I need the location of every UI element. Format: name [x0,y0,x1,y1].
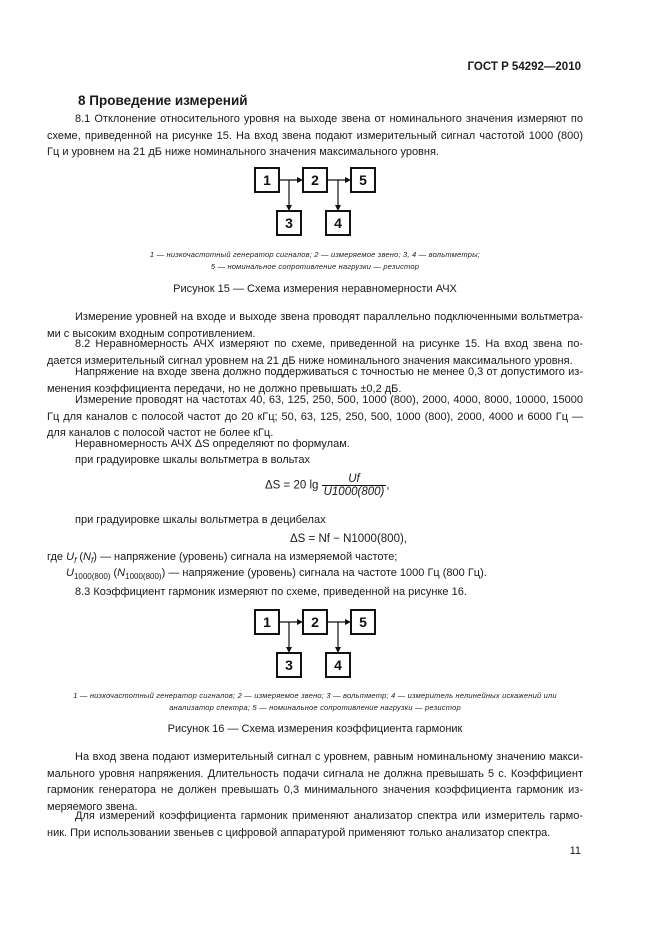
where-prefix: где [47,551,64,563]
paragraph-frequencies: Измерение проводят на частотах 40, 63, 125, 250, 500, 1000 (800), 2000, 4000, 8000, 10000, 15000 Гц для каналов с полосой частот до 20 кГц; 50, 63, 125, 250, 500, 1000 (800), 2000, 4000 и 6000 Гц — для каналов с полосой частот не более кГц. [47,394,583,440]
paragraph-db: при градуировке шкалы вольтметра в децибелах [75,514,326,526]
fig16-block-5-label: 5 [359,614,367,630]
block-5-label: 5 [359,172,367,188]
block-4-label: 4 [334,215,342,231]
formula-2: ΔS = Nf − N1000(800), [290,533,407,545]
where-line-2-text: — напряжение (уровень) сигнала на частоте 1000 Гц (800 Гц). [168,567,487,579]
paragraph-8-3: 8.3 Коэффициент гармоник измеряют по схеме, приведенной на рисунке 16. [75,586,467,598]
block-3-label: 3 [285,215,293,231]
block-1-label: 1 [263,172,271,188]
paragraph-voltage: Напряжение на входе звена должно поддерживаться с точностью не менее 0,3 от допустимого изменения коэффициента передачи, но не должно превышать ±0,2 дБ. [47,366,583,395]
paragraph-nonuniformity: Неравномерность АЧХ ΔS определяют по формулам. [75,438,350,450]
figure-16-legend [40,690,590,714]
paragraph-8-1: 8.1 Отклонение относительного уровня на выходе звена от номинального значения измеряют по схеме, приведенной на рисунке 15. На вход звена подают измерительный сигнал частотой 1000 (800) Гц и уровнем на 21 дБ ниже номинального значения максимального уровня. [47,113,583,159]
fig16-block-1-label: 1 [263,614,271,630]
formula-1-lhs: ΔS = 20 lg [265,479,319,492]
where-line-2: $U_{1000(800)}$ $(N_{1000(800)})$ — напряжение (уровень) сигнала на частоте 1000 Гц (800 Гц). [66,567,487,582]
paragraph-analyzer: Для измерений коэффициента гармоник применяют анализатор спектра или измеритель гармоник. При использовании звеньев с цифровой аппаратурой применяют только анализатор спектра. [47,810,583,839]
formula-1-tail: , [386,479,390,492]
page-number: 11 [569,845,581,857]
paragraph-input-signal: На вход звена подают измерительный сигнал с уровнем, равным номинальному значению максимального уровня напряжения. Длительность подачи сигнала не должна превышать 5 с. Коэффициент гармоник генератора не должен превышать 0,3 минимального значения коэффициента гармоник измеряемого звена. [47,751,583,813]
fig16-block-2-label: 2 [311,614,319,630]
where-line-1-text: — напряжение (уровень) сигнала на измеряемой частоте; [99,551,398,563]
figure-16-legend-line2: анализатор спектра; 5 — номинальное сопротивление нагрузки — резистор [169,703,461,712]
paragraph-8-2: 8.2 Неравномерность АЧХ измеряют по схеме, приведенной на рисунке 15. На вход звена подается измерительный сигнал уровнем на 21 дБ ниже номинального значения максимального уровня. [47,338,583,367]
fig16-block-3-label: 3 [285,657,293,673]
block-2-label: 2 [311,172,319,188]
document-code: ГОСТ Р 54292—2010 [467,61,581,73]
where-line-1: где $U_f$ $(N_f)$ — напряжение (уровень) сигнала на измеряемой частоте; [47,551,398,566]
figure-16-caption: Рисунок 16 — Схема измерения коэффициента гармоник [167,723,463,735]
figure-15-legend-line1: 1 — низкочастотный генератор сигналов; 2 — измеряемое звено; 3, 4 — вольтметры; [149,250,481,259]
formula-1-numerator: Uf [322,473,387,486]
figure-16-legend-line1: 1 — низкочастотный генератор сигналов; 2 — измеряемое звено; 3 — вольтметр; 4 — измеритель нелинейных искажений или [73,691,557,700]
formula-1-denominator: U1000(800) [323,486,385,498]
paragraph-parallel: Измерение уровней на входе и выходе звена проводят параллельно подключенными вольтметрами с высоким входным сопротивлением. [47,311,583,340]
figure-15-legend-line2: 5 — номинальное сопротивление нагрузки — резистор [210,262,420,271]
figure-15-caption: Рисунок 15 — Схема измерения неравномерности АЧХ [173,283,457,295]
fig16-block-4-label: 4 [334,657,342,673]
paragraph-volts: при градуировке шкалы вольтметра в вольтах [75,454,311,466]
section-title: 8 Проведение измерений [78,93,248,108]
